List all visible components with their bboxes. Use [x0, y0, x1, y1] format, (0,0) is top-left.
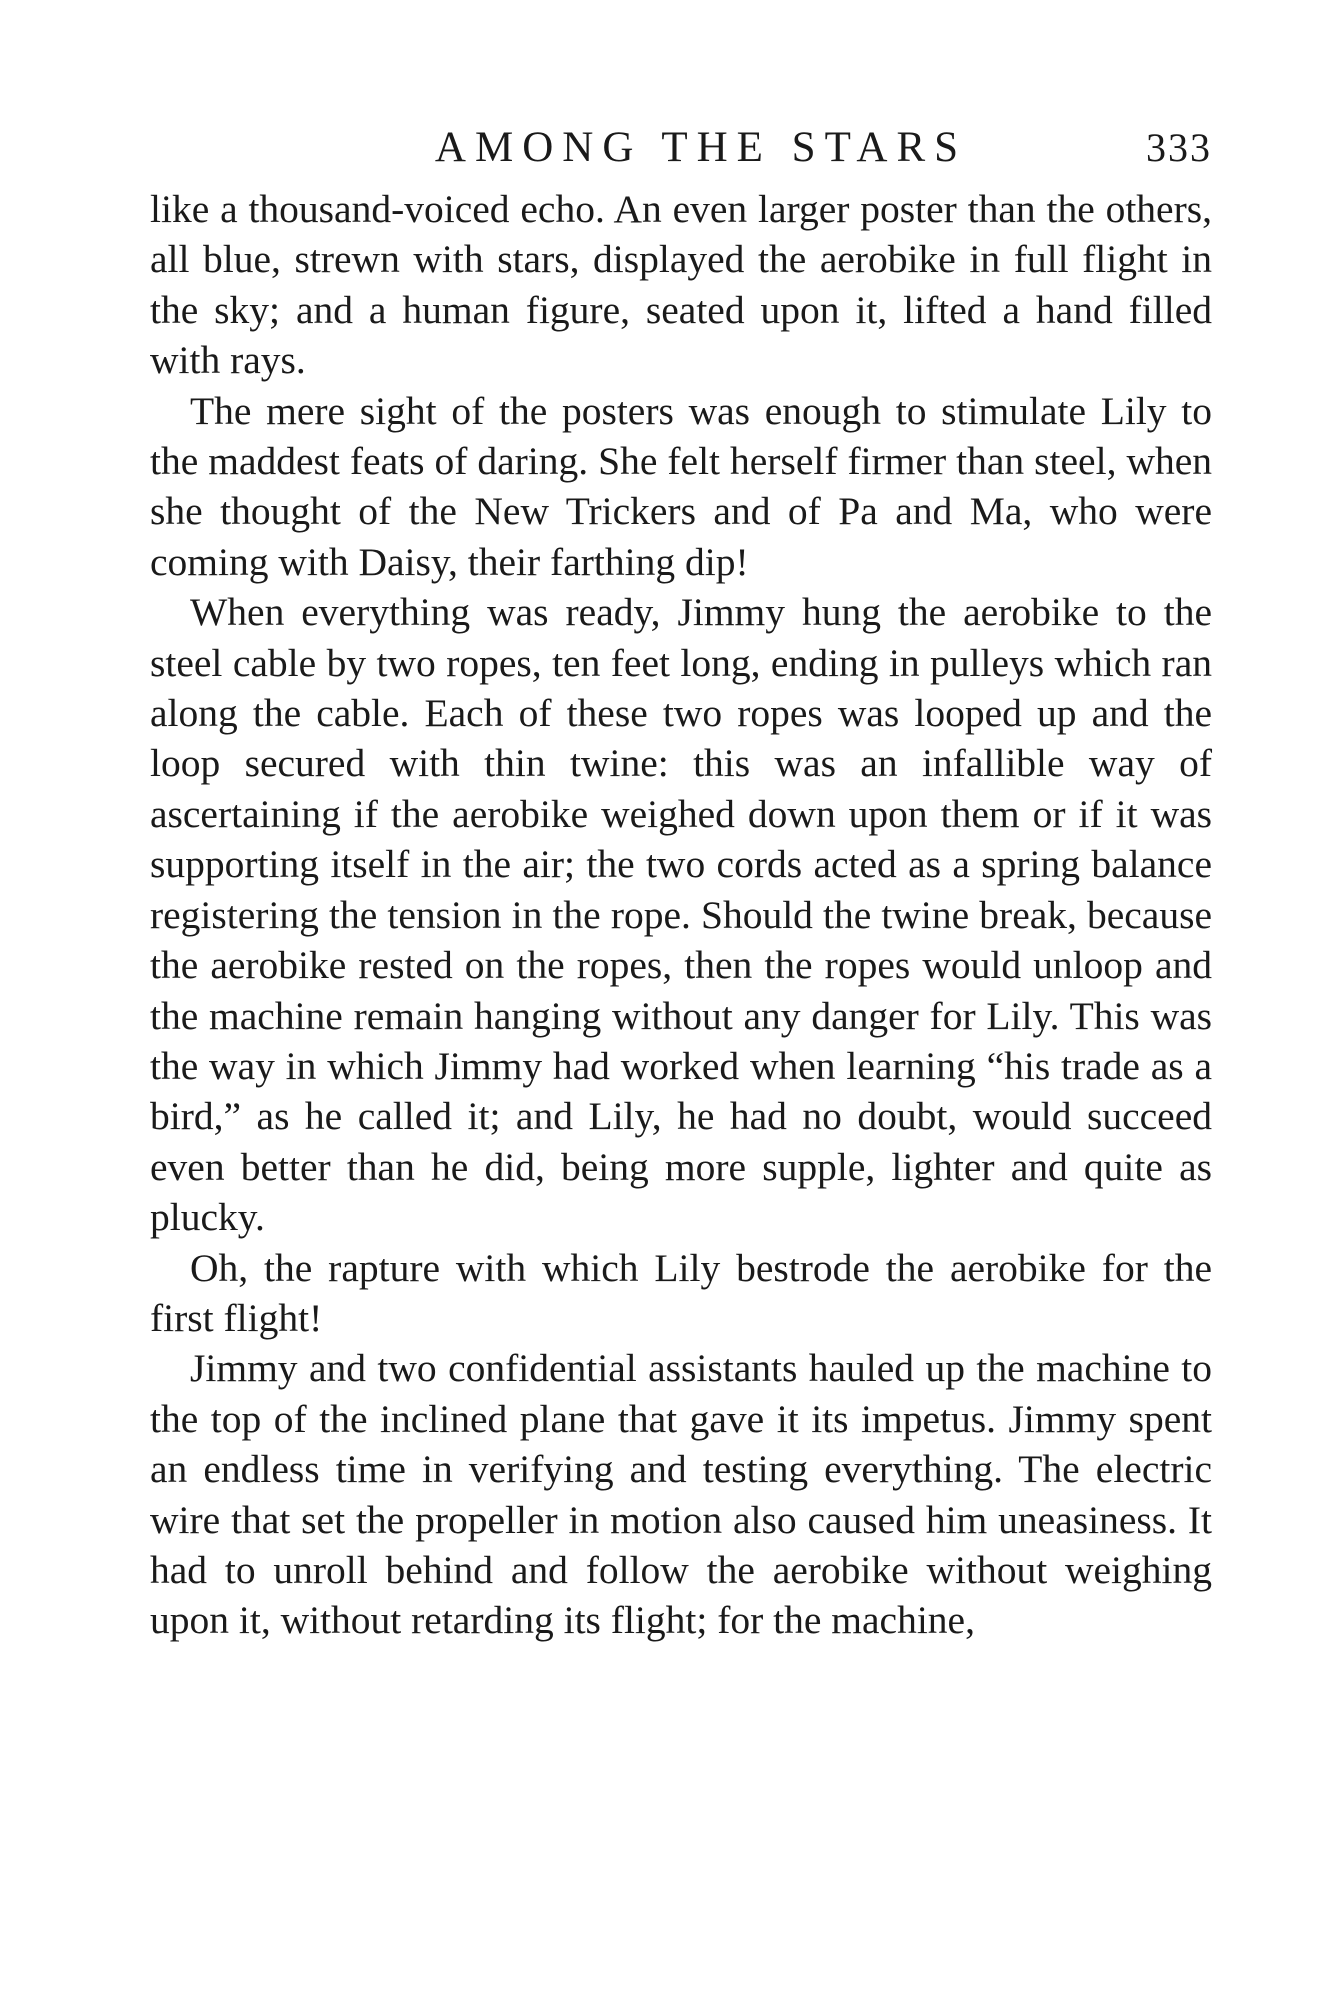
- paragraph: Jimmy and two confidential assistants hauled up the machine to the top of the inclined plane that gave it its impetus. Jimmy spent an endless time in verifying and testing everything. The electric wire that set the propeller in motion also caused him uneasiness. It had to unroll behind and follow the aerobike without weighing upon it, without retarding its flight; for the machine,: [150, 1346, 1212, 1643]
- body-text: [150, 184, 1212, 1646]
- paragraph: When everything was ready, Jimmy hung the aerobike to the steel cable by two ropes, ten feet long, ending in pulleys which ran along the cable. Each of these two ropes was looped up and the loop secured with thin twine: this was an infallible way of ascertaining if the aerobike weighed down upon them or if it was supporting itself in the air; the two cords acted as a spring balance registering the tension in the rope. Should the twine break, because the aerobike rested on the ropes, then the ropes would unloop and the machine remain hanging without any danger for Lily. This was the way in which Jimmy had worked when learning “his trade as a bird,” as he called it; and Lily, he had no doubt, would succeed even better than he did, being more supple, lighter and quite as plucky.: [150, 590, 1212, 1240]
- running-title: AMONG THE STARS: [434, 124, 968, 171]
- book-page: [150, 118, 1212, 1646]
- paragraph: Oh, the rapture with which Lily bestrode the aerobike for the first flight!: [150, 1245, 1212, 1340]
- running-head: [150, 118, 1212, 178]
- page-number: 333: [1146, 125, 1212, 170]
- paragraph: The mere sight of the posters was enough to stimulate Lily to the maddest feats of daring. She felt herself firmer than steel, when she thought of the New Trickers and of Pa and Ma, who were coming with Daisy, their farthing dip!: [150, 388, 1212, 584]
- paragraph-continued: like a thousand-voiced echo. An even larger poster than the others, all blue, strewn with stars, displayed the aerobike in full flight in the sky; and a human figure, seated upon it, lifted a hand filled with rays.: [150, 187, 1212, 383]
